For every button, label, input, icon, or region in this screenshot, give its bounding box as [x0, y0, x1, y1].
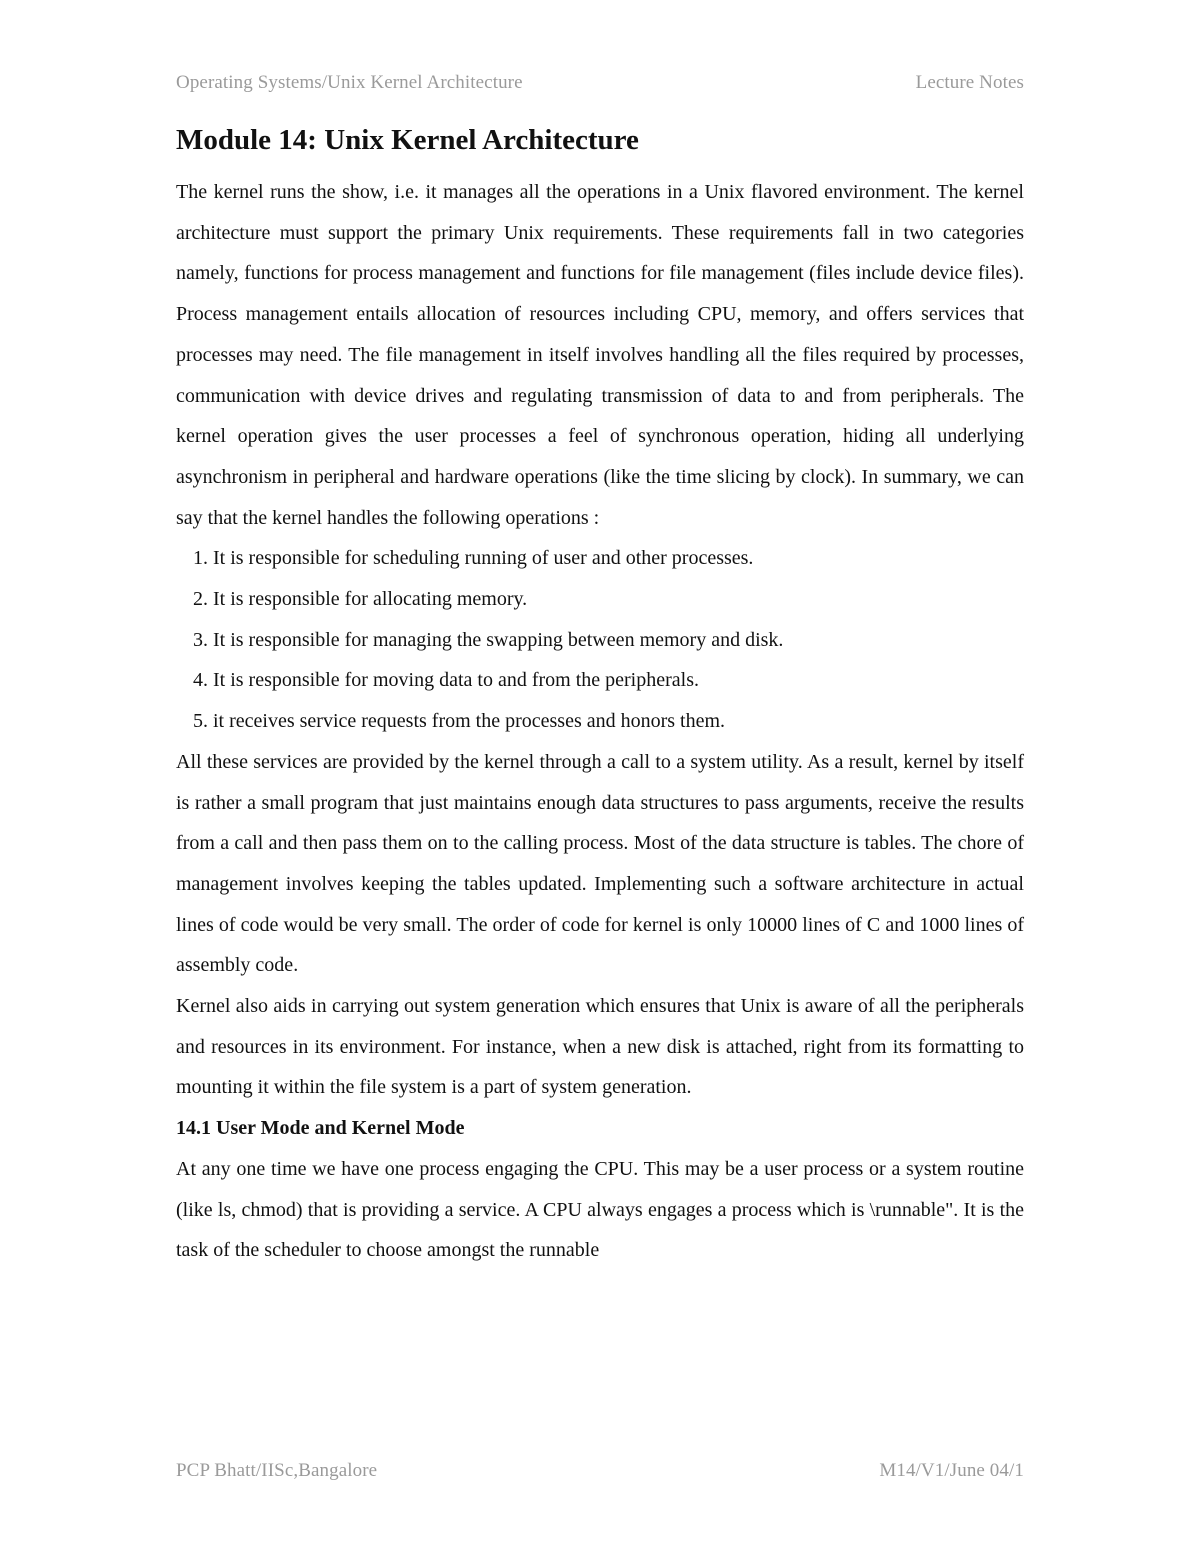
page-header — [176, 72, 1024, 94]
list-item: 1. It is responsible for scheduling running of user and other processes. — [213, 538, 1024, 579]
user-kernel-mode-paragraph: At any one time we have one process engaging the CPU. This may be a user process or a system routine (like ls, chmod) that is providing a service. A CPU always engages a process which is \runnable". It is the task of the scheduler to choose amongst the runnable — [176, 1157, 1024, 1262]
list-item: 4. It is responsible for moving data to and from the peripherals. — [213, 660, 1024, 701]
document-page — [176, 0, 1024, 1553]
page-footer — [176, 1460, 1024, 1482]
list-item: 3. It is responsible for managing the swapping between memory and disk. — [213, 620, 1024, 661]
section-heading: 14.1 User Mode and Kernel Mode — [176, 1117, 465, 1140]
list-item: 5. it receives service requests from the processes and honors them. — [213, 701, 1024, 742]
footer-page-ref: M14/V1/June 04/1 — [879, 1460, 1024, 1481]
system-generation-paragraph: Kernel also aids in carrying out system generation which ensures that Unix is aware of all the peripherals and resources in its environment. For instance, when a new disk is attached, right from its formatting to mounting it within the file system is a part of system generation. — [176, 995, 1024, 1099]
header-doc-type: Lecture Notes — [915, 72, 1024, 93]
kernel-operations-list — [176, 538, 1024, 742]
intro-paragraph: The kernel runs the show, i.e. it manages all the operations in a Unix flavored environment. The kernel architecture must support the primary Unix requirements. These requirements fall in two categories namely, functions for process management and functions for file management (files include device files). Process management entails allocation of resources including CPU, memory, and offers services that processes may need. The file management in itself involves handling all the files required by processes, communication with device drives and regulating transmission of data to and from peripherals. The kernel operation gives the user processes a feel of synchronous operation, hiding all underlying asynchronism in peripheral and hardware operations (like the time slicing by clock). In summary, we can say that the kernel handles the following operations : — [176, 181, 1024, 529]
module-title: Module 14: Unix Kernel Architecture — [176, 124, 639, 156]
list-item: 2. It is responsible for allocating memory. — [213, 579, 1024, 620]
footer-author: PCP Bhatt/IISc,Bangalore — [176, 1460, 378, 1481]
document-body — [176, 172, 1024, 1271]
services-paragraph: All these services are provided by the kernel through a call to a system utility. As a result, kernel by itself is rather a small program that just maintains enough data structures to pass arguments, receive the results from a call and then pass them on to the calling process. Most of the data structure is tables. The chore of management involves keeping the tables updated. Implementing such a software architecture in actual lines of code would be very small. The order of code for kernel is only 10000 lines of C and 1000 lines of assembly code. — [176, 750, 1024, 977]
header-course-title: Operating Systems/Unix Kernel Architecture — [176, 72, 523, 93]
